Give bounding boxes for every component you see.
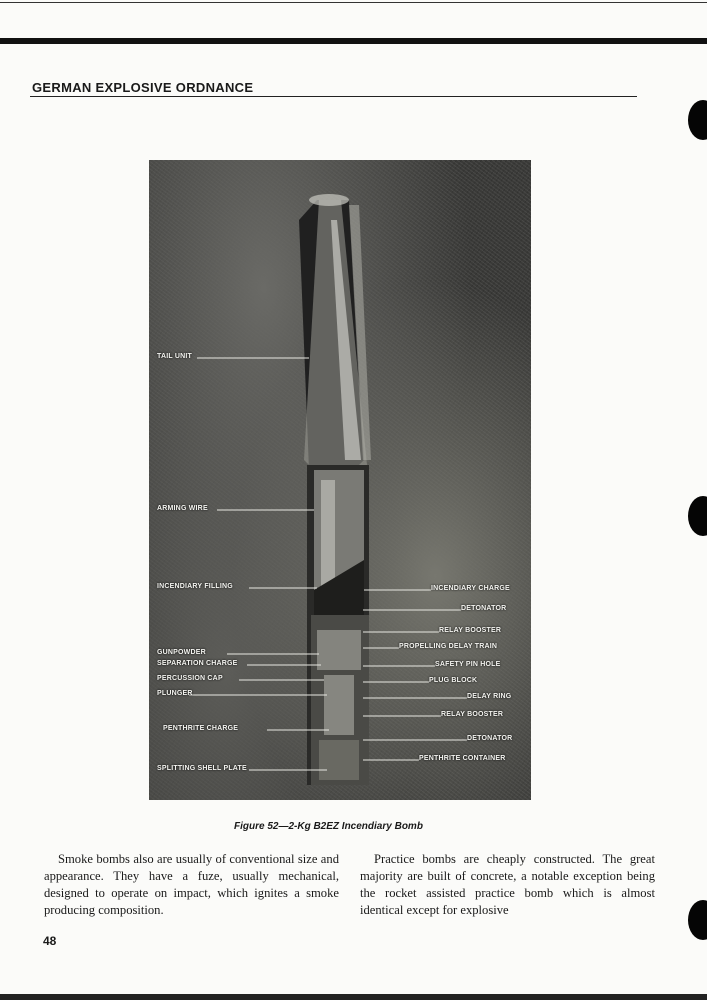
label-penthrite-charge: PENTHRITE CHARGE [163, 725, 239, 732]
paragraph-practice-bombs: Practice bombs are cheaply constructed. The great majority are built of concrete, a notable exception being the rocket assisted practice bomb which is almost identical except for explosive [360, 852, 655, 917]
label-gunpowder: GUNPOWDER [157, 649, 206, 656]
label-incendiary-charge: INCENDIARY CHARGE [431, 585, 510, 592]
binder-hole-top [688, 100, 707, 140]
label-detonator-upper: DETONATOR [461, 605, 507, 612]
label-relay-booster-lower: RELAY BOOSTER [441, 711, 504, 718]
label-plunger: PLUNGER [157, 690, 193, 697]
label-delay-ring: DELAY RING [467, 693, 512, 700]
label-incendiary-filling: INCENDIARY FILLING [157, 583, 233, 590]
fuze-nose [319, 740, 359, 780]
label-splitting-shell-plate: SPLITTING SHELL PLATE [157, 765, 247, 772]
bottom-border-bar [0, 994, 707, 1000]
fuze-delay-block [317, 630, 361, 670]
body-text-right-column [360, 851, 655, 919]
label-tail-unit: TAIL UNIT [157, 353, 192, 360]
label-plug-block: PLUG BLOCK [429, 677, 478, 684]
body-text-left-column [44, 851, 339, 919]
label-detonator-lower: DETONATOR [467, 735, 513, 742]
header-rule [30, 96, 637, 97]
label-penthrite-container: PENTHRITE CONTAINER [419, 755, 506, 762]
fuze-plunger [324, 675, 354, 735]
paragraph-smoke-bombs: Smoke bombs also are usually of conventional size and appearance. They have a fuze, usually mechanical, designed to operate on impact, which ignites a smoke producing composition. [44, 852, 339, 917]
label-relay-booster-upper: RELAY BOOSTER [439, 627, 502, 634]
label-percussion-cap: PERCUSSION CAP [157, 675, 223, 682]
bomb-photograph [149, 160, 531, 800]
right-leader-lines [363, 590, 467, 760]
binder-hole-bottom [688, 900, 707, 940]
label-safety-pin-hole: SAFETY PIN HOLE [435, 661, 501, 668]
bomb-illustration [149, 160, 531, 800]
figure-caption: Figure 52—2-Kg B2EZ Incendiary Bomb [234, 821, 423, 832]
label-arming-wire: ARMING WIRE [157, 505, 208, 512]
label-separation-charge: SEPARATION CHARGE [157, 660, 238, 667]
binder-hole-middle [688, 496, 707, 536]
page-number: 48 [43, 934, 57, 948]
running-header: GERMAN EXPLOSIVE ORDNANCE [32, 80, 254, 95]
top-border-line [0, 2, 707, 3]
label-propelling-delay-train: PROPELLING DELAY TRAIN [399, 643, 498, 650]
tail-cap [309, 194, 349, 206]
top-border-bar [0, 38, 707, 44]
